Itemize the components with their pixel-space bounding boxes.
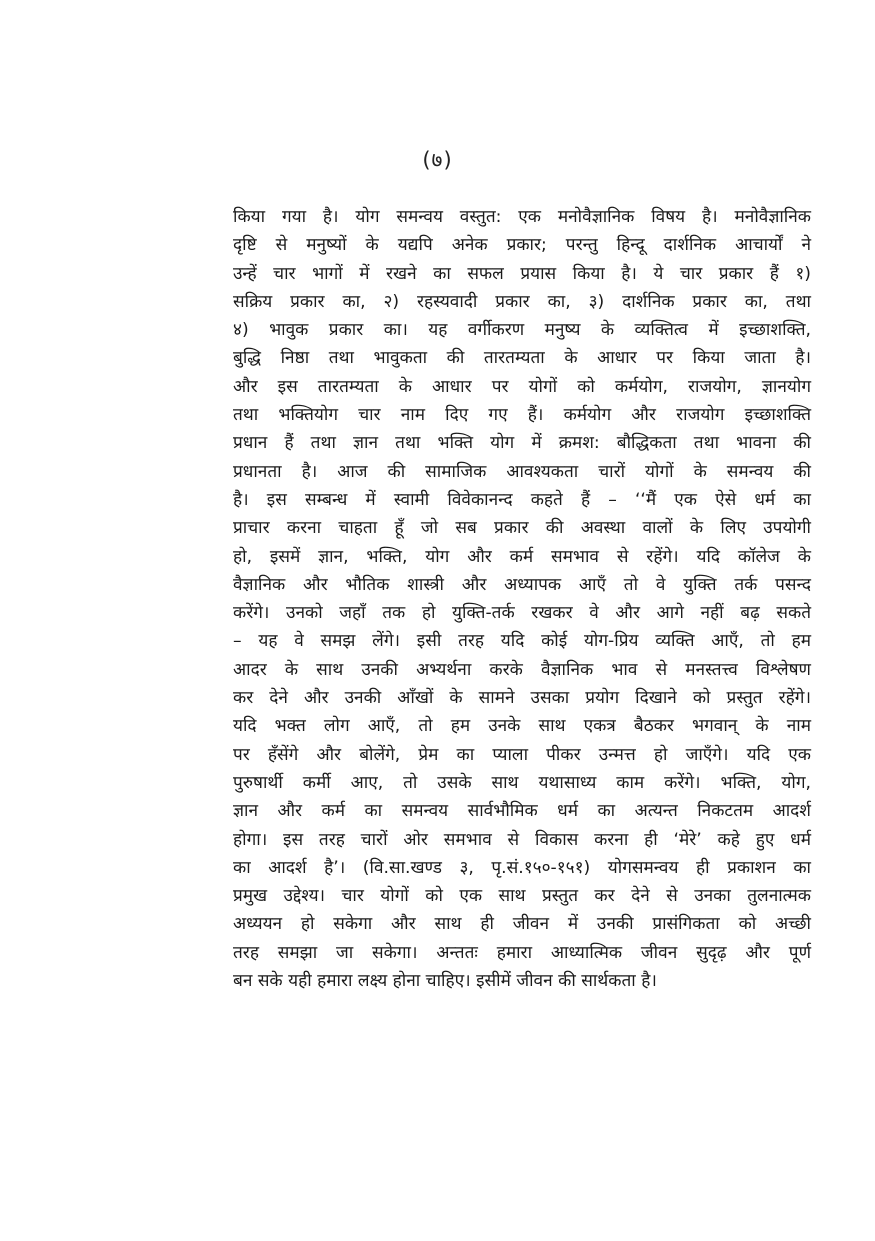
body-paragraph [233, 203, 811, 995]
text-line: दृष्टि से मनुष्यों के यद्यपि अनेक प्रकार; परन्तु हिन्दू दार्शनिक आचार्यों ने [233, 235, 811, 256]
text-line: होगा। इस तरह चारों ओर समभाव से विकास करना ही ‘मेरे’ कहे हुए धर्म [233, 829, 811, 850]
text-line: कर देने और उनकी आँखों के सामने उसका प्रयोग दिखाने को प्रस्तुत रहेंगे। [233, 688, 811, 709]
text-line: करेंगे। उनको जहाँ तक हो युक्ति-तर्क रखकर वे और आगे नहीं बढ़ सकते [233, 603, 811, 624]
text-line: वैज्ञानिक और भौतिक शास्त्री और अध्यापक आएँ तो वे युक्ति तर्क पसन्द [233, 574, 811, 595]
text-line: उन्हें चार भागों में रखने का सफल प्रयास किया है। ये चार प्रकार हैं १) [233, 263, 811, 284]
text-line: अध्ययन हो सकेगा और साथ ही जीवन में उनकी प्रासंगिकता को अच्छी [233, 914, 811, 935]
text-line: तरह समझा जा सकेगा। अन्ततः हमारा आध्यात्मिक जीवन सुदृढ़ और पूर्ण [233, 942, 811, 963]
text-line: का आदर्श है’। (वि.सा.खण्ड ३, पृ.सं.१५०-१५१) योगसमन्वय ही प्रकाशन का [233, 857, 811, 878]
text-line: प्रधानता है। आज की सामाजिक आवश्यकता चारों योगों के समन्वय की [233, 461, 811, 482]
text-line: है। इस सम्बन्ध में स्वामी विवेकानन्द कहते हैं – ‘‘मैं एक ऐसे धर्म का [233, 489, 811, 510]
text-line: आदर के साथ उनकी अभ्यर्थना करके वैज्ञानिक भाव से मनस्तत्त्व विश्लेषण [233, 659, 811, 680]
text-line: यदि भक्त लोग आएँ, तो हम उनके साथ एकत्र बैठकर भगवान् के नाम [233, 716, 811, 737]
text-line: प्राचार करना चाहता हूँ जो सब प्रकार की अवस्था वालों के लिए उपयोगी [233, 518, 811, 539]
text-line: तथा भक्तियोग चार नाम दिए गए हैं। कर्मयोग और राजयोग इच्छाशक्ति [233, 405, 811, 426]
text-line: हो, इसमें ज्ञान, भक्ति, योग और कर्म समभाव से रहेंगे। यदि कॉलेज के [233, 546, 811, 567]
text-line: ४) भावुक प्रकार का। यह वर्गीकरण मनुष्य के व्यक्तित्व में इच्छाशक्ति, [233, 320, 811, 341]
text-line: बन सके यही हमारा लक्ष्य होना चाहिए। इसीमें जीवन की सार्थकता है। [233, 971, 657, 992]
text-line: बुद्धि निष्ठा तथा भावुकता की तारतम्यता के आधार पर किया जाता है। [233, 348, 811, 369]
page-number: (७) [422, 148, 453, 172]
text-line: प्रधान हैं तथा ज्ञान तथा भक्ति योग में क्रमश: बौद्धिकता तथा भावना की [233, 433, 811, 454]
text-line: किया गया है। योग समन्वय वस्तुत: एक मनोवैज्ञानिक विषय है। मनोवैज्ञानिक [233, 207, 811, 227]
text-line: और इस तारतम्यता के आधार पर योगों को कर्मयोग, राजयोग, ज्ञानयोग [233, 376, 811, 397]
text-line: पुरुषार्थी कर्मी आए, तो उसके साथ यथासाध्य काम करेंगे। भक्ति, योग, [233, 772, 811, 793]
text-line: सक्रिय प्रकार का, २) रहस्यवादी प्रकार का, ३) दार्शनिक प्रकार का, तथा [233, 291, 811, 312]
text-line: ज्ञान और कर्म का समन्वय सार्वभौमिक धर्म का अत्यन्त निकटतम आदर्श [233, 801, 811, 822]
text-line: – यह वे समझ लेंगे। इसी तरह यदि कोई योग-प्रिय व्यक्ति आएँ, तो हम [233, 631, 811, 652]
text-line: पर हँसेंगे और बोलेंगे, प्रेम का प्याला पीकर उन्मत्त हो जाएँगे। यदि एक [233, 744, 811, 765]
text-line: प्रमुख उद्देश्य। चार योगों को एक साथ प्रस्तुत कर देने से उनका तुलनात्मक [233, 886, 811, 907]
